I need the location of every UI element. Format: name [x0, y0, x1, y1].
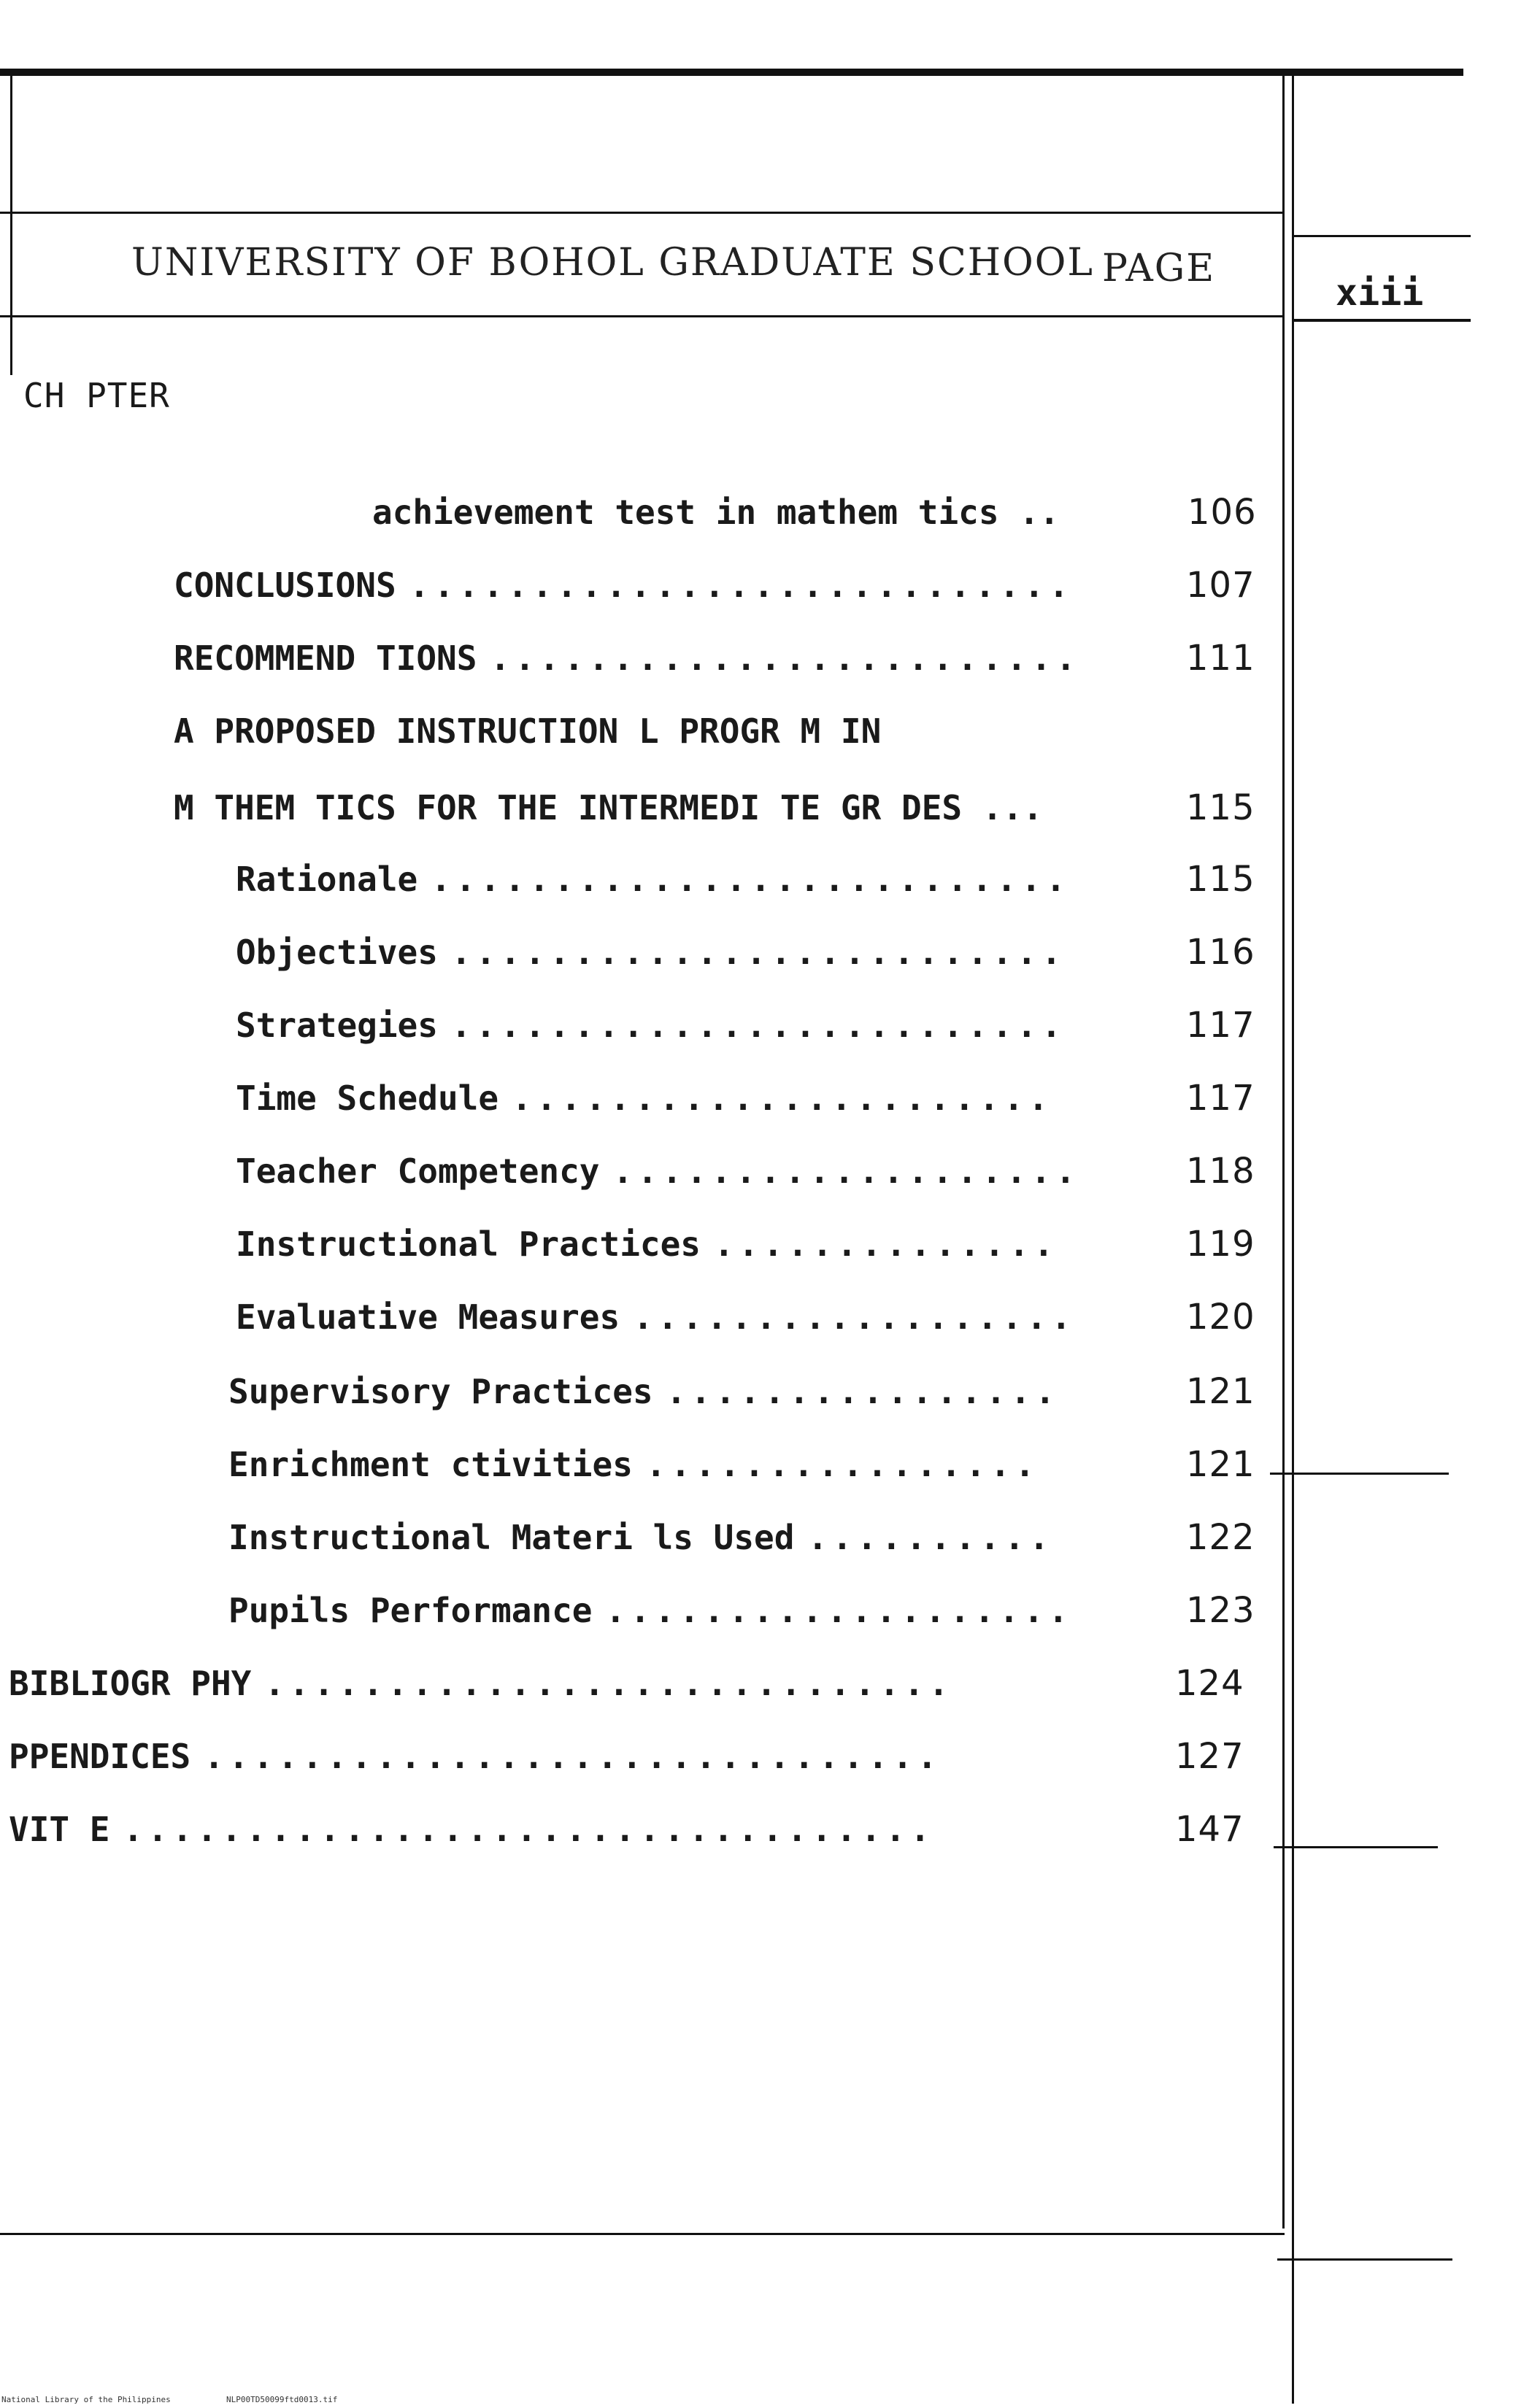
toc-entry	[174, 782, 1255, 833]
toc-entry-page: 106	[1187, 492, 1257, 533]
toc-entry-label: VIT E	[9, 1810, 110, 1849]
page-column-label: PAGE	[1102, 247, 1216, 290]
toc-entry-label: CONCLUSIONS	[174, 566, 396, 605]
toc-entry-page: 115	[1186, 787, 1255, 828]
toc-entry-label: Objectives	[236, 933, 438, 972]
toc-entry-label: A PROPOSED INSTRUCTION L PROGR M IN	[174, 711, 882, 751]
toc-entry-label: Evaluative Measures	[236, 1297, 620, 1337]
toc-entry	[174, 633, 1255, 684]
toc-entry-label: achievement test in mathem tics ..	[372, 493, 1060, 532]
toc-entry	[228, 1439, 1255, 1490]
toc-entry-page: 118	[1186, 1151, 1255, 1192]
header-bottom-rule	[0, 315, 1285, 317]
toc-entry-page: 124	[1175, 1663, 1244, 1704]
toc-entry-label: Instructional Materi ls Used	[228, 1518, 795, 1557]
toc-entry-label: Instructional Practices	[236, 1224, 701, 1264]
toc-entry-leader: ......................	[512, 1078, 1053, 1118]
chapter-label: CH PTER	[23, 376, 170, 415]
toc-entry-leader: .................................	[123, 1810, 935, 1849]
page-header	[131, 241, 1285, 306]
toc-entry	[236, 1292, 1255, 1343]
header-top-rule	[0, 212, 1285, 214]
school-name: UNIVERSITY OF BOHOL GRADUATE SCHOOL	[131, 241, 1094, 285]
toc-entry-leader: ..........	[807, 1518, 1054, 1557]
toc-entry-page: 119	[1186, 1224, 1255, 1265]
toc-entry-page: 107	[1186, 565, 1255, 606]
toc-entry-leader: ................	[666, 1372, 1060, 1411]
toc-entry-label: Pupils Performance	[228, 1591, 593, 1630]
toc-entry-leader: ..............	[713, 1224, 1058, 1264]
toc-entry-page: 121	[1186, 1371, 1255, 1412]
toc-entry-leader: ...................	[612, 1151, 1080, 1191]
toc-entry-label: M THEM TICS FOR THE INTERMEDI TE GR DES ...	[174, 788, 1043, 827]
toc-entry-page: 111	[1186, 638, 1255, 679]
toc-entry	[236, 1219, 1255, 1270]
toc-entry	[228, 1512, 1255, 1563]
toc-entry	[174, 706, 1117, 757]
scan-filename: NLP00TD50099ftd0013.tif	[226, 2395, 338, 2404]
toc-entry-label: Strategies	[236, 1006, 438, 1045]
toc-entry	[228, 1366, 1255, 1417]
toc-entry-label: Rationale	[236, 860, 418, 899]
toc-entry-leader: ........................	[490, 638, 1081, 678]
toc-entry-leader: ...........................	[409, 566, 1074, 605]
page-number: xiii	[1336, 271, 1424, 314]
right-border-inner	[1282, 76, 1285, 2228]
toc-entry-page: 127	[1175, 1736, 1244, 1777]
toc-entry-page: 115	[1186, 859, 1255, 900]
toc-entry-page: 117	[1186, 1078, 1255, 1119]
toc-entry	[9, 1804, 1244, 1855]
toc-entry-page: 122	[1186, 1517, 1255, 1558]
toc-entry-page: 117	[1186, 1005, 1255, 1046]
side-rule-2	[1274, 1846, 1438, 1848]
right-border-outer	[1292, 76, 1294, 2404]
toc-entry-page: 120	[1186, 1297, 1255, 1338]
toc-entry-label: Enrichment ctivities	[228, 1445, 633, 1484]
toc-entry-label: Time Schedule	[236, 1078, 499, 1118]
toc-entry	[228, 1585, 1255, 1636]
toc-entry	[236, 927, 1255, 978]
toc-entry-leader: ............................	[264, 1664, 953, 1703]
header-top-rule-right	[1292, 235, 1471, 237]
bottom-rule-right	[1277, 2258, 1452, 2261]
toc-entry-label: PPENDICES	[9, 1737, 191, 1776]
side-rule-1	[1270, 1473, 1449, 1475]
toc-entry	[372, 487, 1257, 538]
toc-entry	[236, 854, 1255, 905]
toc-entry-leader: .........................	[450, 1006, 1066, 1045]
toc-entry-label: BIBLIOGR PHY	[9, 1664, 252, 1703]
toc-entry-page: 123	[1186, 1590, 1255, 1631]
toc-entry-leader: ..................	[633, 1297, 1076, 1337]
toc-entry-leader: ..............................	[204, 1737, 942, 1776]
toc-entry-leader: ................	[645, 1445, 1039, 1484]
library-credit: National Library of the Philippines	[1, 2395, 171, 2404]
toc-entry-page: 121	[1186, 1444, 1255, 1485]
bottom-rule	[0, 2233, 1285, 2235]
top-thick-rule	[0, 69, 1463, 76]
toc-entry-page: 147	[1175, 1809, 1244, 1850]
toc-entry	[9, 1658, 1244, 1709]
toc-entry	[236, 1146, 1255, 1197]
header-bottom-rule-right	[1292, 319, 1471, 322]
toc-entry	[236, 1073, 1255, 1124]
toc-entry-label: RECOMMEND TIONS	[174, 638, 477, 678]
toc-entry-label: Teacher Competency	[236, 1151, 600, 1191]
toc-entry-label: Supervisory Practices	[228, 1372, 653, 1411]
toc-entry-leader: .........................	[450, 933, 1066, 972]
left-border	[10, 76, 12, 375]
toc-entry-leader: ..........................	[431, 860, 1071, 899]
toc-entry	[9, 1731, 1244, 1782]
toc-entry-leader: ...................	[605, 1591, 1073, 1630]
toc-entry	[236, 1000, 1255, 1051]
toc-entry	[174, 560, 1255, 611]
toc-entry-page: 116	[1186, 932, 1255, 973]
